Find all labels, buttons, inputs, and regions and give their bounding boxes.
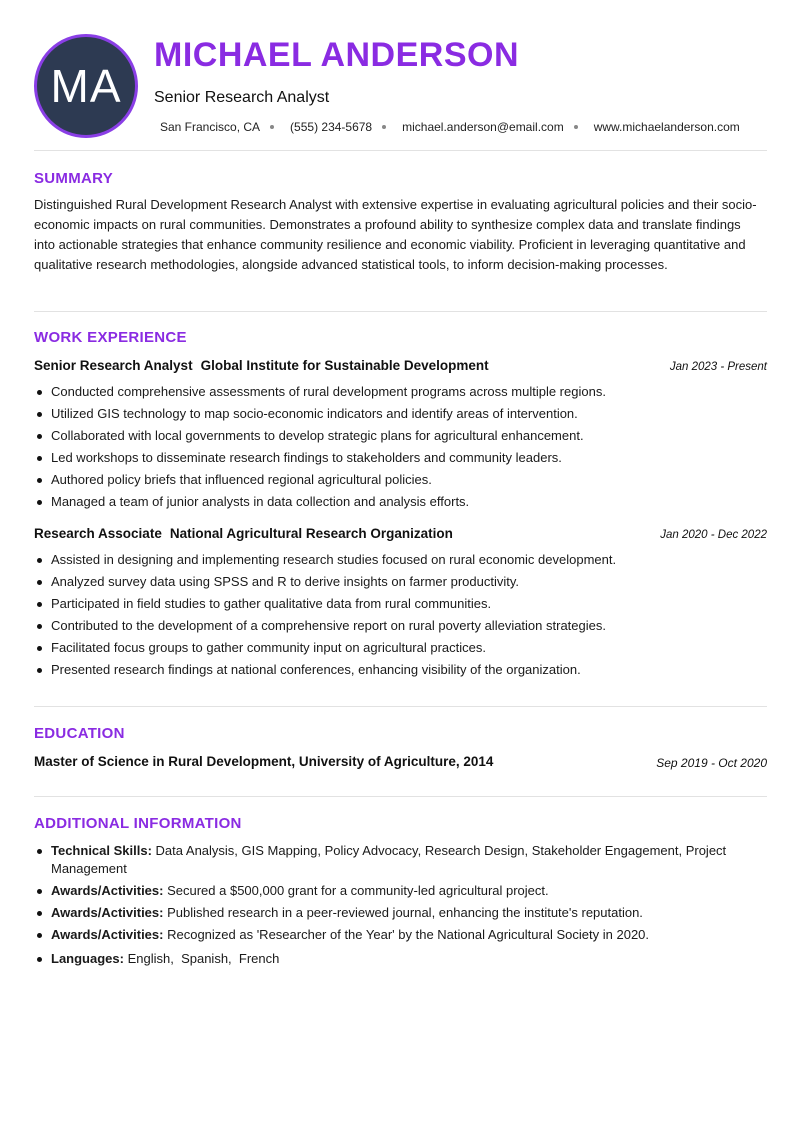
- contact-phone: (555) 234-5678: [290, 120, 373, 134]
- job-dates: Jan 2020 - Dec 2022: [660, 529, 767, 541]
- job-bullets: [34, 381, 764, 513]
- item-text: Data Analysis, GIS Mapping, Policy Advocacy, Research Design, Stakeholder Engagement, Project Management: [51, 843, 727, 876]
- job-header: [34, 526, 767, 541]
- divider: [34, 706, 767, 707]
- summary-heading: SUMMARY: [34, 170, 114, 187]
- divider: [34, 311, 767, 312]
- list-item: [34, 950, 764, 968]
- education-dates: Sep 2019 - Oct 2020: [656, 756, 767, 770]
- separator-dot: [270, 125, 274, 129]
- list-item: Assisted in designing and implementing research studies focused on rural economic development.: [34, 549, 764, 571]
- summary-text: Distinguished Rural Development Research Analyst with extensive expertise in evaluating agricultural policies and their socio-economic impacts on rural communities. Demonstrates a profound ability to synthesize complex data and translate findings into actionable strategies that enhance community resilience and economic viability. Proficient in leveraging quantitative and qualitative research methodologies, alongside advanced statistical tools, to inform decision-making processes.: [34, 197, 757, 272]
- job-header: [34, 358, 767, 373]
- separator-dot: [574, 125, 578, 129]
- item-text: Secured a $500,000 grant for a community-led agricultural project.: [167, 883, 549, 898]
- item-text: Published research in a peer-reviewed journal, enhancing the institute's reputation.: [167, 905, 643, 920]
- separator-dot: [382, 125, 386, 129]
- item-label: Languages:: [51, 951, 124, 966]
- item-text: Recognized as 'Researcher of the Year' by the National Agricultural Society in 2020.: [167, 927, 650, 942]
- contact-bar: [160, 120, 740, 134]
- job-bullets: [34, 549, 764, 681]
- item-label: Awards/Activities:: [51, 883, 164, 898]
- list-item: Collaborated with local governments to develop strategic plans for agricultural enhancement.: [34, 425, 764, 447]
- avatar: [34, 34, 138, 138]
- additional-heading: ADDITIONAL INFORMATION: [34, 815, 242, 832]
- list-item: Contributed to the development of a comprehensive report on rural poverty alleviation strategies.: [34, 615, 764, 637]
- additional-list: [34, 842, 764, 972]
- list-item: Conducted comprehensive assessments of rural development programs across multiple regions.: [34, 381, 764, 403]
- item-label: Technical Skills:: [51, 843, 152, 858]
- job-organization: Global Institute for Sustainable Development: [200, 358, 489, 373]
- job-role: Research Associate: [34, 526, 162, 541]
- experience-heading: WORK EXPERIENCE: [34, 329, 187, 346]
- list-item: [34, 926, 764, 944]
- candidate-title: Senior Research Analyst: [154, 89, 330, 106]
- job-role: Senior Research Analyst: [34, 358, 193, 373]
- list-item: Authored policy briefs that influenced regional agricultural policies.: [34, 469, 764, 491]
- list-item: Led workshops to disseminate research findings to stakeholders and community leaders.: [34, 447, 764, 469]
- list-item: Utilized GIS technology to map socio-economic indicators and identify areas of intervention.: [34, 403, 764, 425]
- education-heading: EDUCATION: [34, 725, 125, 742]
- item-label: Awards/Activities:: [51, 927, 164, 942]
- divider: [34, 150, 767, 151]
- item-text: English, Spanish, French: [127, 951, 280, 966]
- list-item: Managed a team of junior analysts in data collection and analysis efforts.: [34, 491, 764, 513]
- job-organization: National Agricultural Research Organization: [169, 526, 453, 541]
- education-degree: Master of Science in Rural Development, University of Agriculture, 2014: [34, 754, 494, 769]
- list-item: [34, 904, 764, 922]
- job-dates: Jan 2023 - Present: [669, 361, 767, 373]
- avatar-initials: MA: [50, 60, 122, 112]
- contact-location: San Francisco, CA: [160, 120, 261, 134]
- list-item: Participated in field studies to gather qualitative data from rural communities.: [34, 593, 764, 615]
- list-item: [34, 842, 764, 878]
- list-item: [34, 882, 764, 900]
- list-item: Analyzed survey data using SPSS and R to derive insights on farmer productivity.: [34, 571, 764, 593]
- contact-website[interactable]: www.michaelanderson.com: [593, 120, 740, 134]
- list-item: Presented research findings at national conferences, enhancing visibility of the organization.: [34, 659, 764, 681]
- item-label: Awards/Activities:: [51, 905, 164, 920]
- list-item: Facilitated focus groups to gather community input on agricultural practices.: [34, 637, 764, 659]
- candidate-name: MICHAEL ANDERSON: [154, 36, 520, 74]
- divider: [34, 796, 767, 797]
- contact-email[interactable]: michael.anderson@email.com: [402, 120, 564, 134]
